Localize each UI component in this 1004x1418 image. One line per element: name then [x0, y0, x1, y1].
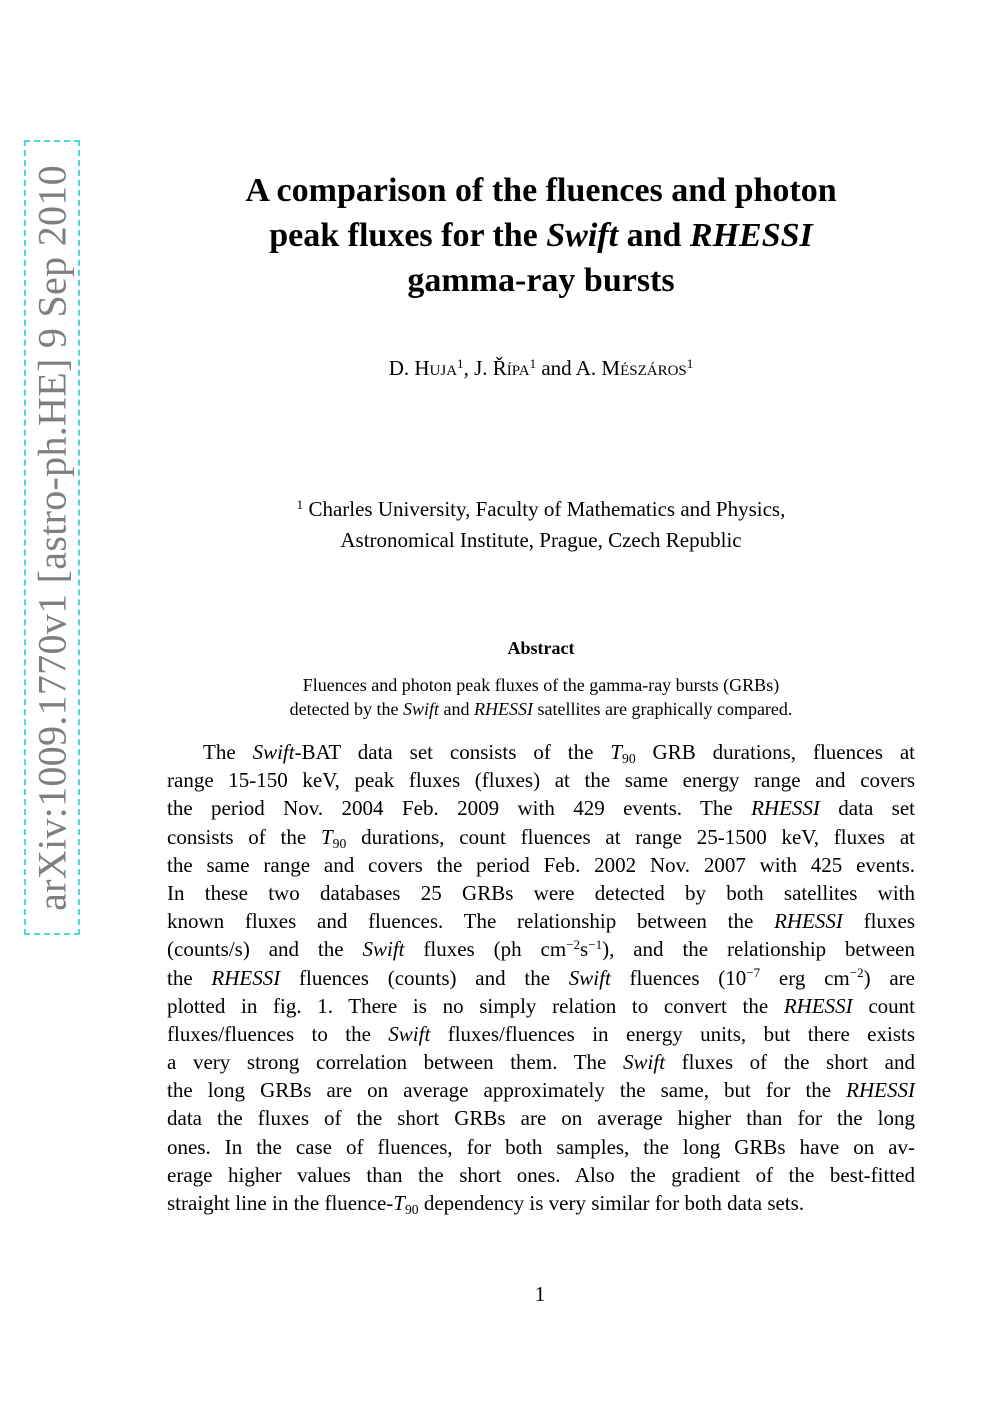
body-line: fluxes/fluences to the Swift fluxes/fluences in energy units, but there exists	[167, 1021, 916, 1046]
abstract-line-1: Fluences and photon peak fluxes of the gamma-ray bursts (GRBs)	[302, 675, 780, 695]
title-line-2: peak fluxes for the Swift and RHESSI	[269, 217, 813, 254]
body-line: the long GRBs are on average approximately the same, but for the RHESSI	[167, 1078, 915, 1103]
body-line: the same range and covers the period Feb. 2002 Nov. 2007 with 425 events.	[167, 852, 915, 877]
arxiv-stamp	[24, 140, 80, 935]
title-line-1: A comparison of the fluences and photon	[245, 172, 837, 209]
body-paragraph	[167, 738, 915, 1217]
body-line: data the fluxes of the short GRBs are on average higher than for the long	[167, 1106, 915, 1131]
body-line: In these two databases 25 GRBs were detected by both satellites with	[167, 880, 915, 905]
author-meszaros: Mészáros	[601, 356, 687, 380]
author-ripa: Řípa	[492, 356, 530, 380]
title-line-3: gamma-ray bursts	[407, 262, 675, 299]
author-huja: Huja	[414, 356, 458, 380]
body-line: a very strong correlation between them. The Swift fluxes of the short and	[167, 1050, 915, 1075]
affiliation-line-2: Astronomical Institute, Prague, Czech Republic	[340, 528, 742, 552]
paper-title	[160, 168, 922, 303]
author-list: D. Huja$^1$, J. Řípa$^1$ and A. Mészáros$^1$	[388, 355, 694, 380]
body-line: straight line in the fluence-$T_{90}$ dependency is very similar for both data sets.	[167, 1191, 805, 1218]
body-line: (counts/s) and the Swift fluxes (ph $cm^{-2}s^{-1}$), and the relationship between	[167, 937, 916, 962]
body-line: plotted in fig. 1. There is no simply relation to convert the RHESSI count	[167, 993, 915, 1018]
body-line: range 15-150 keV, peak fluxes (fluxes) at the same energy range and covers	[167, 768, 915, 793]
body-line: known fluxes and fluences. The relationship between the RHESSI fluxes	[167, 909, 915, 934]
arxiv-id: arXiv:1009.1770v1 [astro-ph.HE] 9 Sep 2010	[29, 164, 75, 911]
abstract-heading: Abstract	[507, 638, 575, 658]
abstract-line-2: detected by the Swift and RHESSI satellites are graphically compared.	[289, 699, 793, 719]
page-number: 1	[534, 1282, 546, 1306]
body-line: The Swift-BAT data set consists of the $T_{90}$ GRB durations, fluences at	[203, 740, 915, 767]
body-line: ones. In the case of fluences, for both samples, the long GRBs have on av-	[167, 1134, 915, 1159]
abstract-body	[200, 673, 882, 721]
body-line: consists of the $T_{90}$ durations, count fluences at range 25-1500 keV, fluxes at	[167, 824, 916, 851]
body-line: the period Nov. 2004 Feb. 2009 with 429 events. The RHESSI data set	[167, 796, 916, 821]
affiliation	[160, 495, 922, 554]
body-line: erage higher values than the short ones. Also the gradient of the best-fitted	[167, 1162, 915, 1187]
affiliation-line-1: $^1$ Charles University, Faculty of Mathematics and Physics,	[296, 496, 786, 521]
body-line: the RHESSI fluences (counts) and the Swift fluences ($10^{-7}$ erg $cm^{-2}$) are	[167, 965, 915, 990]
